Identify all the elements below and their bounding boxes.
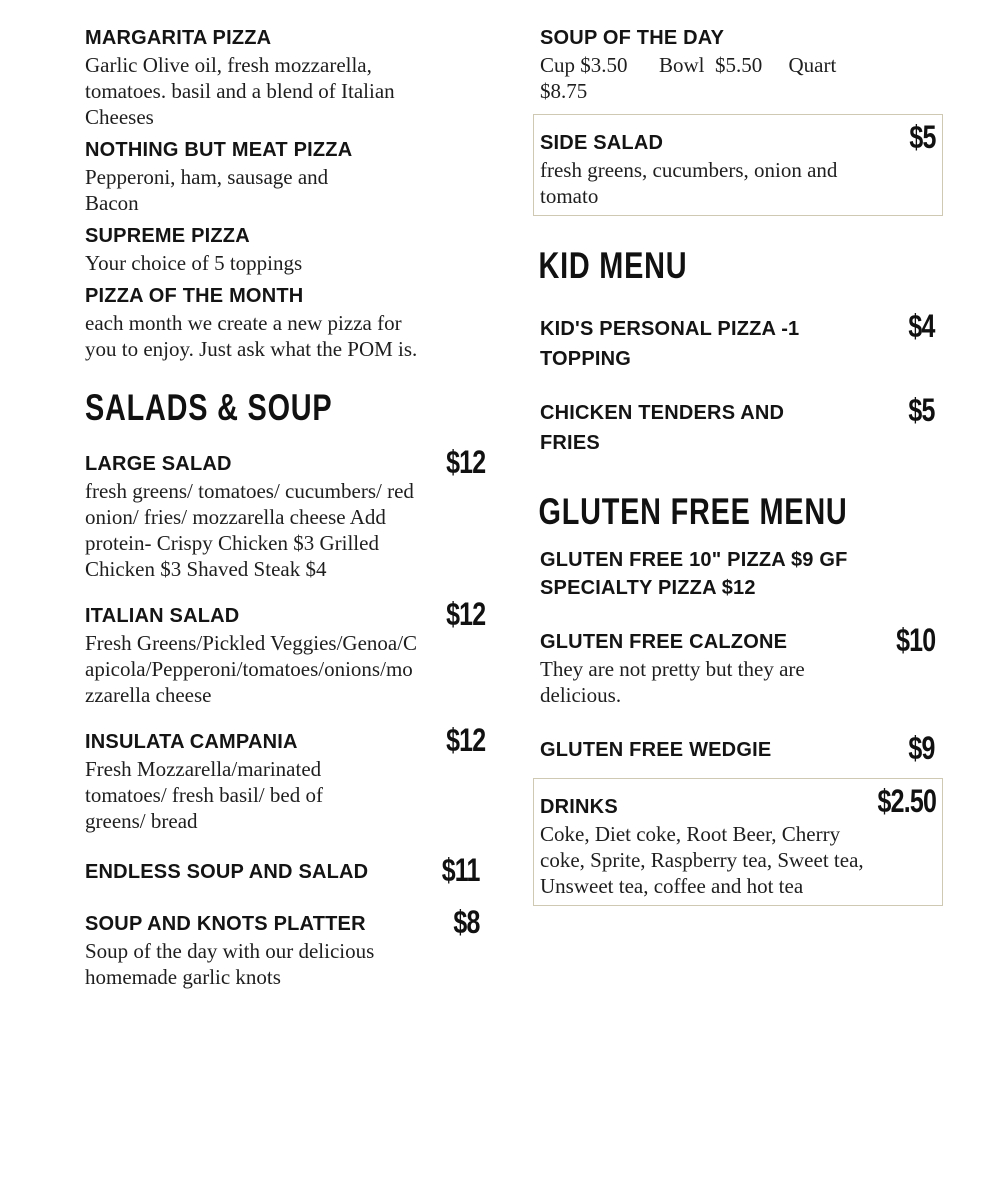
menu-item-nothing-but-meat-pizza xyxy=(85,136,485,216)
section-heading-gluten-free-menu: GLUTEN FREE MENU xyxy=(538,491,848,532)
menu-item-drinks xyxy=(533,778,943,906)
menu-item-insulata-campania xyxy=(85,722,485,834)
item-price: $2.50 xyxy=(877,783,936,819)
menu-item-italian-salad xyxy=(85,596,485,708)
item-name: GLUTEN FREE CALZONE xyxy=(540,631,788,653)
item-price: $12 xyxy=(445,722,485,758)
item-name: DRINKS xyxy=(540,796,618,818)
item-description: Fresh Greens/Pickled Veggies/Genoa/Capicola/Pepperoni/tomatoes/onions/mozzarella cheese xyxy=(85,631,418,707)
item-price: $4 xyxy=(908,308,935,344)
item-price: $9 xyxy=(908,730,935,766)
item-description: fresh greens/ tomatoes/ cucumbers/ red onion/ fries/ mozzarella cheese Add protein- Crispy Chicken $3 Grilled Chicken $3 Shaved Steak $4 xyxy=(85,479,414,581)
item-name: SIDE SALAD xyxy=(540,132,664,154)
menu-item-gluten-free-pizza xyxy=(533,546,943,602)
item-price: $8 xyxy=(453,904,480,940)
menu-item-endless-soup-and-salad xyxy=(85,852,480,888)
item-price: $10 xyxy=(895,622,935,658)
item-price: $5 xyxy=(909,119,936,155)
item-description: Coke, Diet coke, Root Beer, Cherry coke, Sprite, Raspberry tea, Sweet tea, Unsweet tea, coffee and hot tea xyxy=(540,822,864,898)
menu-item-gluten-free-wedgie xyxy=(533,730,943,766)
item-name: SOUP AND KNOTS PLATTER xyxy=(85,913,366,935)
menu-item-kids-personal-pizza xyxy=(533,308,943,374)
menu-item-chicken-tenders xyxy=(533,392,943,458)
item-name: NOTHING BUT MEAT PIZZA xyxy=(85,139,353,161)
menu-item-margarita-pizza xyxy=(85,24,485,130)
item-price: $5 xyxy=(908,392,935,428)
left-column xyxy=(85,24,485,990)
menu-item-side-salad xyxy=(533,114,943,216)
item-name: INSULATA CAMPANIA xyxy=(85,731,298,753)
item-description: Soup of the day with our delicious homemade garlic knots xyxy=(85,939,375,989)
menu-item-pizza-of-the-month xyxy=(85,282,485,362)
item-name: SUPREME PIZZA xyxy=(85,225,250,247)
item-name: LARGE SALAD xyxy=(85,453,232,475)
item-description: fresh greens, cucumbers, onion and tomato xyxy=(540,158,838,208)
right-column xyxy=(533,24,943,906)
item-description: Pepperoni, ham, sausage and Bacon xyxy=(85,165,329,215)
menu-item-soup-of-the-day xyxy=(533,24,943,104)
section-heading-kid-menu: KID MENU xyxy=(538,245,688,286)
item-price: $12 xyxy=(445,444,485,480)
item-description: They are not pretty but they are delicious. xyxy=(540,657,805,707)
item-price: $11 xyxy=(442,852,480,888)
menu-item-soup-and-knots-platter xyxy=(85,904,480,990)
item-name: ENDLESS SOUP AND SALAD xyxy=(85,861,369,883)
item-description: Garlic Olive oil, fresh mozzarella, tomatoes. basil and a blend of Italian Cheeses xyxy=(85,53,395,129)
menu-item-gluten-free-calzone xyxy=(533,622,943,708)
soup-quart-price: $8.75 xyxy=(540,79,588,103)
item-name: CHICKEN TENDERS AND FRIES xyxy=(540,402,785,454)
soup-prices-line: Cup $3.50 Bowl $5.50 Quart xyxy=(540,53,837,77)
item-description: Your choice of 5 toppings xyxy=(85,251,303,275)
item-price: $12 xyxy=(445,596,485,632)
item-name: ITALIAN SALAD xyxy=(85,605,240,627)
menu-item-supreme-pizza xyxy=(85,222,485,276)
item-name: PIZZA OF THE MONTH xyxy=(85,285,304,307)
menu-item-large-salad xyxy=(85,444,485,582)
item-name: GLUTEN FREE WEDGIE xyxy=(540,739,772,761)
item-name: GLUTEN FREE 10" PIZZA $9 GF SPECIALTY PIZZA $12 xyxy=(540,549,848,599)
item-name: SOUP OF THE DAY xyxy=(540,27,725,49)
section-heading-salads-soup: SALADS & SOUP xyxy=(85,387,333,428)
item-name: MARGARITA PIZZA xyxy=(85,27,272,49)
item-name: KID'S PERSONAL PIZZA -1 TOPPING xyxy=(540,318,800,370)
item-description: each month we create a new pizza for you to enjoy. Just ask what the POM is. xyxy=(85,311,418,361)
item-description: Fresh Mozzarella/marinated tomatoes/ fresh basil/ bed of greens/ bread xyxy=(85,757,323,833)
